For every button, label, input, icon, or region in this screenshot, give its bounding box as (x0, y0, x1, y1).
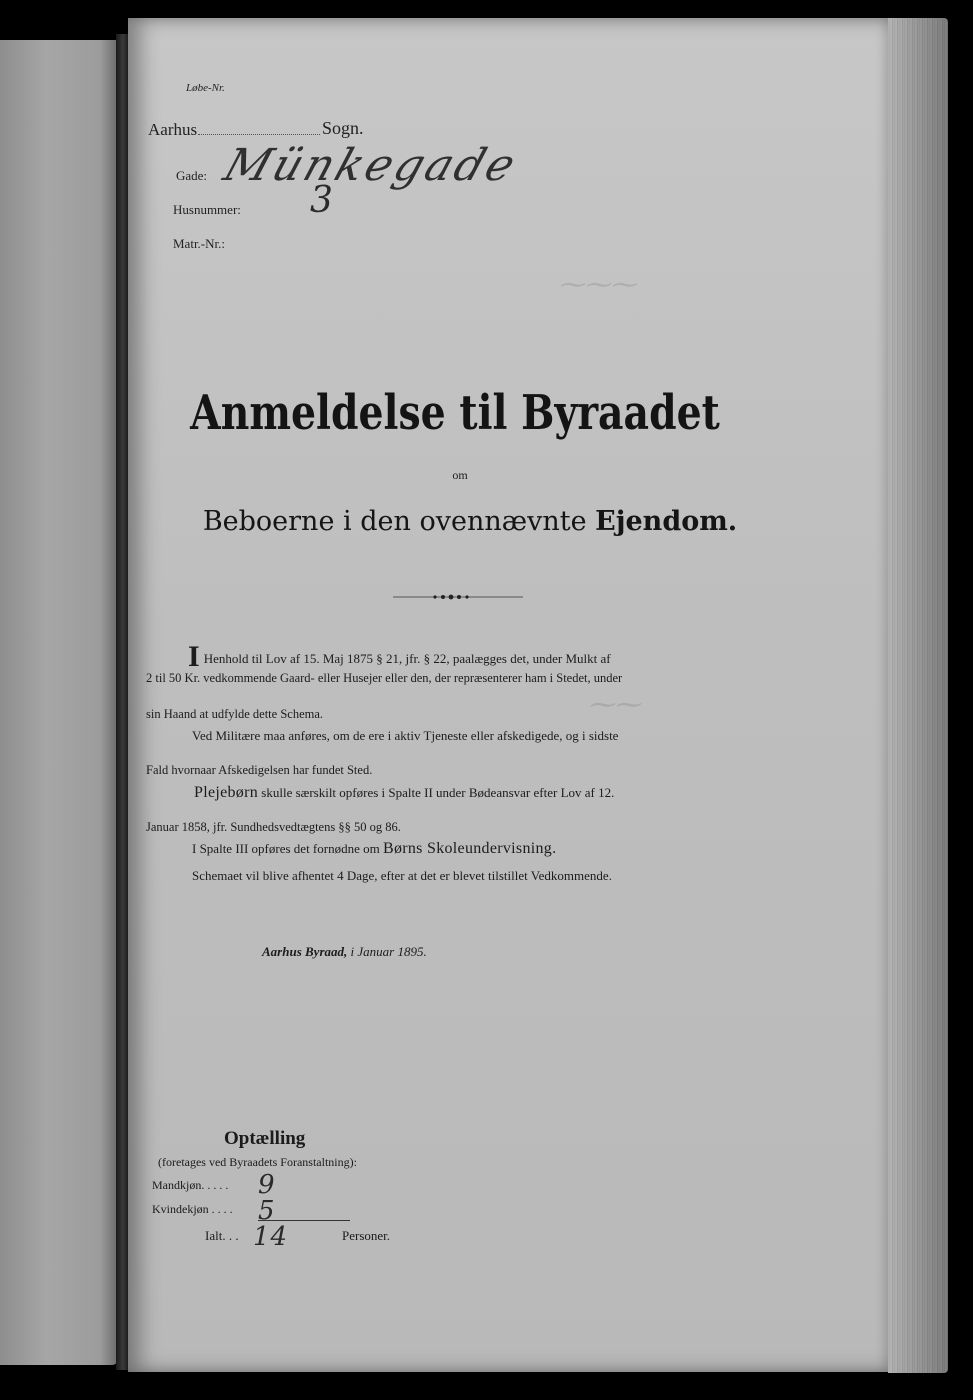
paragraph-5: Schemaet vil blive afhentet 4 Dage, efter at det er blevet tilstillet Vedkommende. (192, 868, 612, 883)
paragraph-3-line-2: Januar 1858, jfr. Sundhedsvedtægtens §§ 50 og 86. (146, 820, 401, 834)
paragraph-text: I Spalte III opføres det fornødne om (192, 841, 383, 856)
laebe-nr-label: Løbe-Nr. (186, 82, 225, 94)
husnummer-label: Husnummer: (173, 202, 241, 217)
bleed-through-mark: ⁓⁓ (585, 690, 647, 720)
gade-handwritten-value: Münkegade (217, 140, 525, 191)
sogn-dotted-line (198, 134, 320, 135)
count-section-title: Optælling (224, 1128, 306, 1149)
paragraph-1-line-2: 2 til 50 Kr. vedkommende Gaard- eller Husejer eller den, der repræsenterer ham i Stedet, under (146, 671, 623, 685)
personer-label: Personer. (342, 1228, 391, 1243)
issue-date: i Januar 1895. (347, 944, 427, 959)
document-title: Anmeldelse til Byraadet (190, 385, 720, 441)
drop-cap: I (188, 640, 200, 673)
title-connector: om (452, 468, 468, 482)
bleed-through-mark: ⁓⁓⁓ (555, 270, 643, 300)
gade-label: Gade: (176, 168, 208, 183)
left-page (0, 40, 118, 1365)
husnummer-handwritten-value: 3 (310, 180, 334, 221)
matr-nr-label: Matr.-Nr.: (173, 236, 225, 251)
emphasis-phrase: Børns Skoleundervisning. (382, 840, 557, 857)
mandkjon-value: 9 (258, 1170, 276, 1200)
mandkjon-label: Mandkjøn. . . . . (152, 1178, 229, 1192)
paragraph-1-line-3: sin Haand at udfylde dette Schema. (146, 707, 324, 721)
document-subtitle (140, 506, 800, 537)
ialt-value: 14 (253, 1222, 289, 1252)
sum-line (258, 1220, 350, 1221)
subtitle-part: Beboerne i den ovennævnte (202, 506, 596, 537)
paragraph-2-line-2: Fald hvornaar Afskedigelsen har fundet Sted. (146, 763, 373, 777)
ialt-label: Ialt. . . (205, 1228, 239, 1243)
subtitle-emphasis: Ejendom. (595, 506, 738, 537)
paragraph-text: Henhold til Lov af 15. Maj 1875 § 21, jfr. § 22, paalægges det, under Mulkt af (203, 651, 611, 666)
paragraph-text: skulle særskilt opføres i Spalte II under Bødeansvar efter Lov af 12. (258, 785, 615, 800)
paragraph-4 (192, 840, 556, 858)
date-signature-line (262, 944, 427, 960)
kvindekjon-value: 5 (258, 1196, 276, 1226)
page-stack-shadow (888, 18, 948, 1373)
paragraph-1-line-1 (188, 640, 611, 674)
paragraph-3-line-1 (194, 784, 614, 802)
issuer: Aarhus Byraad, (262, 944, 348, 959)
city-label: Aarhus (148, 120, 198, 139)
emphasis-word: Plejebørn (194, 784, 259, 801)
paragraph-2-line-1: Ved Militære maa anføres, om de ere i aktiv Tjeneste eller afskedigede, og i sidste (192, 728, 619, 743)
count-section-subtitle: (foretages ved Byraadets Foranstaltning): (158, 1155, 357, 1169)
kvindekjon-label: Kvindekjøn . . . . (152, 1202, 233, 1216)
ornament-divider (393, 591, 523, 603)
sogn-label: Sogn. (322, 118, 364, 138)
